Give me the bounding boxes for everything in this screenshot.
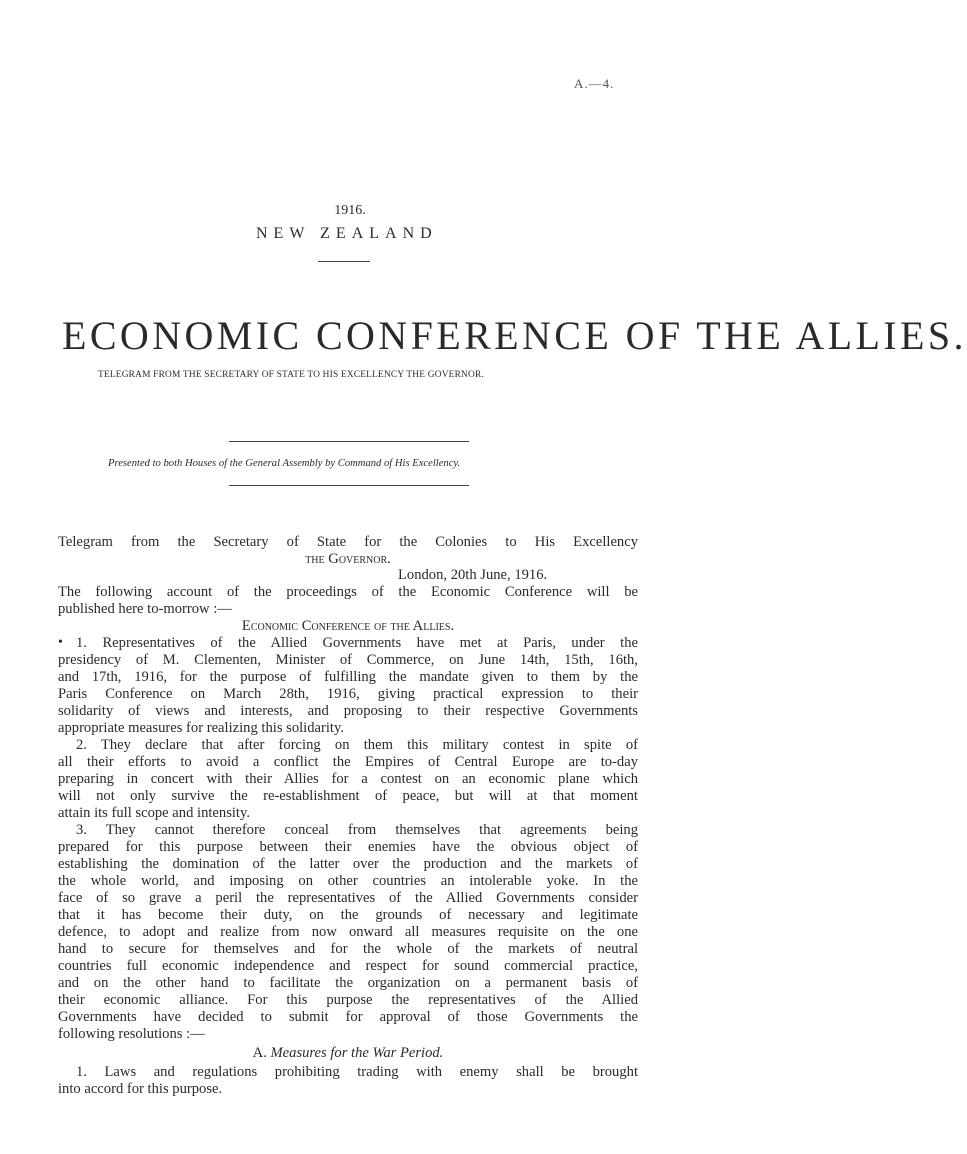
paragraph-line: 1. Laws and regulations prohibiting trading with enemy shall be brought [76,1064,638,1080]
subsection-heading [58,1045,638,1062]
paragraph-line: establishing the domination of the latter over the production and the markets of [58,856,638,872]
paragraph-line: and on the other hand to facilitate the organization on a permanent basis of [58,975,638,991]
telegram-heading: Telegram from the Secretary of State for the Colonies to His Excellency [58,534,638,550]
divider-rule [229,441,469,442]
paragraph-line: their economic alliance. For this purpose the representatives of the Allied [58,992,638,1008]
document-title: ECONOMIC CONFERENCE OF THE ALLIES. [62,313,967,358]
paragraph-line: 3. They cannot therefore conceal from themselves that agreements being [76,822,638,838]
divider-rule [318,261,370,262]
paragraph-line: preparing in concert with their Allies for a contest on an economic plane which [58,771,638,787]
paragraph-line: following resolutions :— [58,1026,205,1042]
paragraph-line: solidarity of views and interests, and proposing to their respective Governments [58,703,638,719]
telegram-dateline: London, 20th June, 1916. [398,567,548,583]
divider-rule [229,485,469,486]
paragraph-line: 2. They declare that after forcing on them this military contest in spite of [76,737,638,753]
paragraph-line: defence, to adopt and realize from now onward all measures requisite on the one [58,924,638,940]
paragraph-line: and 17th, 1916, for the purpose of fulfilling the mandate given to them by the [58,669,638,685]
paragraph-line: 1. Representatives of the Allied Governments have met at Paris, under the [76,635,638,651]
intro-line: published here to-morrow :— [58,601,232,617]
paragraph-line: prepared for this purpose between their enemies have the obvious object of [58,839,638,855]
publication-year: 1916. [334,203,366,218]
paragraph-line: presidency of M. Clementen, Minister of Commerce, on June 14th, 15th, 16th, [58,652,638,668]
page-reference: A.—4. [574,76,615,91]
subsection-label: A. [252,1045,267,1061]
paragraph-line: appropriate measures for realizing this solidarity. [58,720,344,736]
paragraph-line: will not only survive the re-establishment of peace, but will at that moment [58,788,638,804]
document-subtitle: TELEGRAM FROM THE SECRETARY OF STATE TO HIS EXCELLENCY THE GOVERNOR. [98,370,484,380]
paragraph-line: Governments have decided to submit for approval of those Governments the [58,1009,638,1025]
paragraph-line: attain its full scope and intensity. [58,805,250,821]
subsection-title: Measures for the War Period. [270,1045,444,1061]
paragraph-line: that it has become their duty, on the grounds of necessary and legitimate [58,907,638,923]
paragraph-line: the whole world, and imposing on other countries an intolerable yoke. In the [58,873,638,889]
country-heading: NEW ZEALAND [256,225,438,242]
paragraph-line: Paris Conference on March 28th, 1916, giving practical expression to their [58,686,638,702]
margin-mark: • [58,635,63,650]
paragraph-line: face of so grave a peril the representatives of the Allied Governments consider [58,890,638,906]
paragraph-line: countries full economic independence and respect for sound commercial practice, [58,958,638,974]
intro-line: The following account of the proceedings of the Economic Conference will be [58,584,638,600]
telegram-heading-recipient: the Governor. [305,551,391,567]
paragraph-line: hand to secure for themselves and for the whole of the markets of neutral [58,941,638,957]
presented-note: Presented to both Houses of the General Assembly by Command of His Excellency. [108,458,461,469]
section-heading: Economic Conference of the Allies. [241,618,455,634]
paragraph-line: all their efforts to avoid a conflict the Empires of Central Europe are to-day [58,754,638,770]
paragraph-line: into accord for this purpose. [58,1081,223,1097]
